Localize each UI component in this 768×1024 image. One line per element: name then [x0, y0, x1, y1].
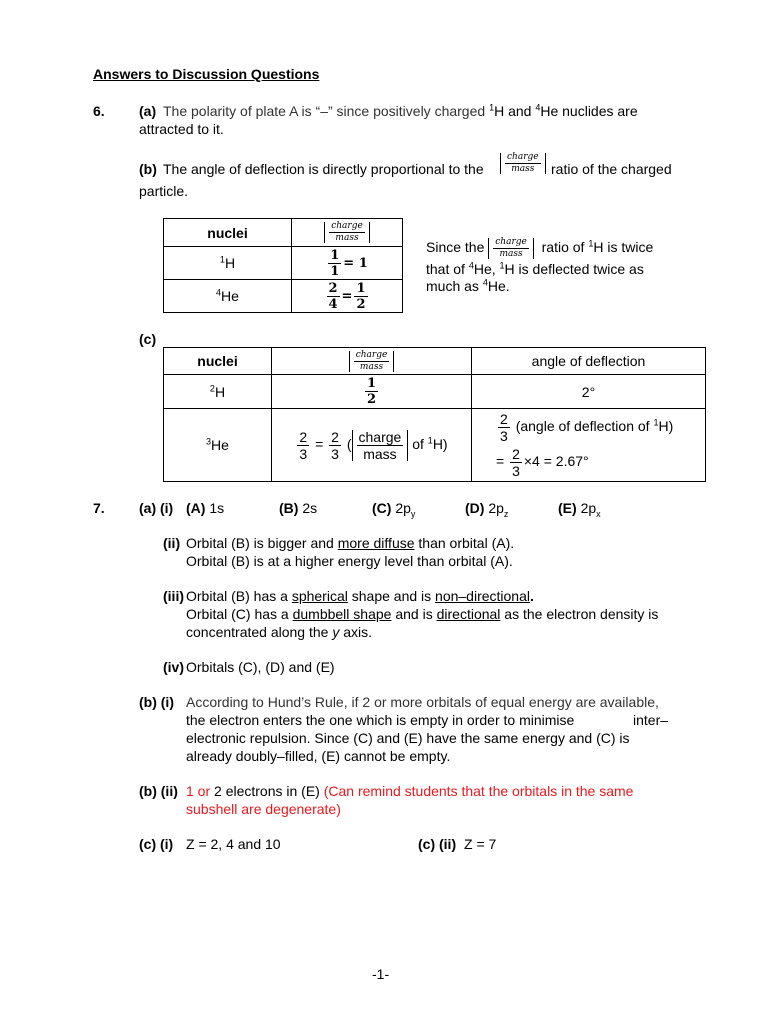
- side-note-line2: that of $^4$He, $^1$H is deflected twice as: [426, 260, 644, 277]
- orbital-B: (B) 2s: [279, 500, 318, 516]
- q6a-label: (a): [139, 103, 157, 119]
- q6b-line1-text: The angle of deflection is directly proportional to the: [163, 161, 484, 177]
- page-number: -1-: [372, 966, 390, 982]
- table2-header-nuclei: nuclei: [164, 348, 272, 375]
- table1-header-ratio: $\frac{\text{charge}}{\text{mass}}$: [292, 219, 403, 247]
- q7b-i-line2b: inter–: [633, 712, 669, 728]
- q7a-ii-label: (ii): [163, 535, 181, 551]
- q7a-iii-label: (iii): [163, 588, 184, 604]
- q6b-line2: particle.: [139, 183, 189, 199]
- table1-nucleus-4he: $^4$He: [164, 280, 292, 313]
- q7c-ii-text: Z = 7: [464, 836, 497, 852]
- q6a-line2: attracted to it.: [139, 121, 224, 137]
- q7b-i-line4: already doubly–filled, (E) cannot be empty.: [186, 748, 451, 764]
- table2-nucleus-2h: $^2$H: [164, 375, 272, 409]
- q6b-label: (b): [139, 161, 157, 177]
- table2-nucleus-3he: $^3$He: [164, 409, 272, 482]
- orbital-A: (A) 1s: [186, 500, 225, 516]
- q7a-iii-line3: concentrated along the y axis.: [186, 624, 373, 640]
- q7a-iv-text: Orbitals (C), (D) and (E): [186, 659, 335, 675]
- q6a-line1: The polarity of plate A is “–” since positively charged $^1$H and $^4$He nuclides are: [163, 102, 638, 119]
- table2-ratio-2h: $\frac{1}{2}$: [272, 375, 472, 409]
- q7b-ii-line2: subshell are degenerate): [186, 801, 341, 817]
- q7b-i-line1: According to Hund’s Rule, if 2 or more orbitals of equal energy are available,: [186, 694, 659, 710]
- table1-nucleus-1h: $^1$H: [164, 247, 292, 280]
- orbital-E: (E) $2p_x$: [558, 500, 601, 519]
- ratio-table: [163, 218, 403, 313]
- q6b-line1-end: ratio of the charged: [551, 161, 672, 177]
- side-note-line3: much as $^4$He.: [426, 277, 510, 294]
- charge-mass-ratio: $\frac{\text{charge}}{\text{mass}}$: [500, 153, 546, 174]
- table2-ratio-3he: $\frac{2}{3}$ = $\frac{2}{3}$ ( $\frac{\text{charge}}{\text{mass}}$ of $^1$H): [272, 409, 472, 482]
- q7b-i-line2a: the electron enters the one which is empty in order to minimise: [186, 712, 575, 728]
- table2-angle-3he: $\frac{2}{3}$ (angle of deflection of $^1$H) = $\frac{2}{3}$ ×4 = 2.67°: [472, 409, 706, 482]
- q7b-ii-label: (b) (ii): [139, 783, 178, 799]
- q7a-ii-line2: Orbital (B) is at a higher energy level than orbital (A).: [186, 553, 513, 569]
- q7a-i-label: (a) (i): [139, 500, 174, 516]
- q7b-i-line3: electronic repulsion. Since (C) and (E) have the same energy and (C) is: [186, 730, 630, 746]
- table1-header-nuclei: nuclei: [164, 219, 292, 247]
- orbital-C: (C) $2p_y$: [372, 500, 416, 519]
- table2-header-ratio: $\frac{\text{charge}}{\text{mass}}$: [272, 348, 472, 375]
- question-7-number: 7.: [93, 500, 105, 516]
- deflection-table: [163, 347, 706, 482]
- q7a-iii-line1: Orbital (B) has a spherical shape and is non–directional.: [186, 588, 534, 604]
- orbital-D: (D) $2p_z$: [465, 500, 509, 519]
- table1-ratio-4he: $\frac{2}{4}$ = $\frac{1}{2}$: [292, 280, 403, 313]
- q6c-label: (c): [139, 331, 157, 347]
- q7c-i-text: Z = 2, 4 and 10: [186, 836, 281, 852]
- page-heading: Answers to Discussion Questions: [93, 66, 320, 82]
- side-note-line1: Since the $\frac{\text{charge}}{\text{mass}}$ ratio of $^1$H is twice: [426, 237, 654, 259]
- table1-ratio-1h: $\frac{1}{1}$ = 1: [292, 247, 403, 280]
- q7b-i-label: (b) (i): [139, 694, 174, 710]
- table2-angle-2h: 2°: [472, 375, 706, 409]
- q7b-ii-line1: 1 or 2 electrons in (E) (Can remind students that the orbitals in the same: [186, 783, 634, 799]
- q7a-iv-label: (iv): [163, 659, 184, 675]
- q7c-i-label: (c) (i): [139, 836, 174, 852]
- q7a-iii-line2: Orbital (C) has a dumbbell shape and is directional as the electron density is: [186, 606, 659, 622]
- q7a-ii-line1: Orbital (B) is bigger and more diffuse than orbital (A).: [186, 535, 515, 551]
- table2-header-angle: angle of deflection: [472, 348, 706, 375]
- question-6-number: 6.: [93, 103, 105, 119]
- q7c-ii-label: (c) (ii): [418, 836, 457, 852]
